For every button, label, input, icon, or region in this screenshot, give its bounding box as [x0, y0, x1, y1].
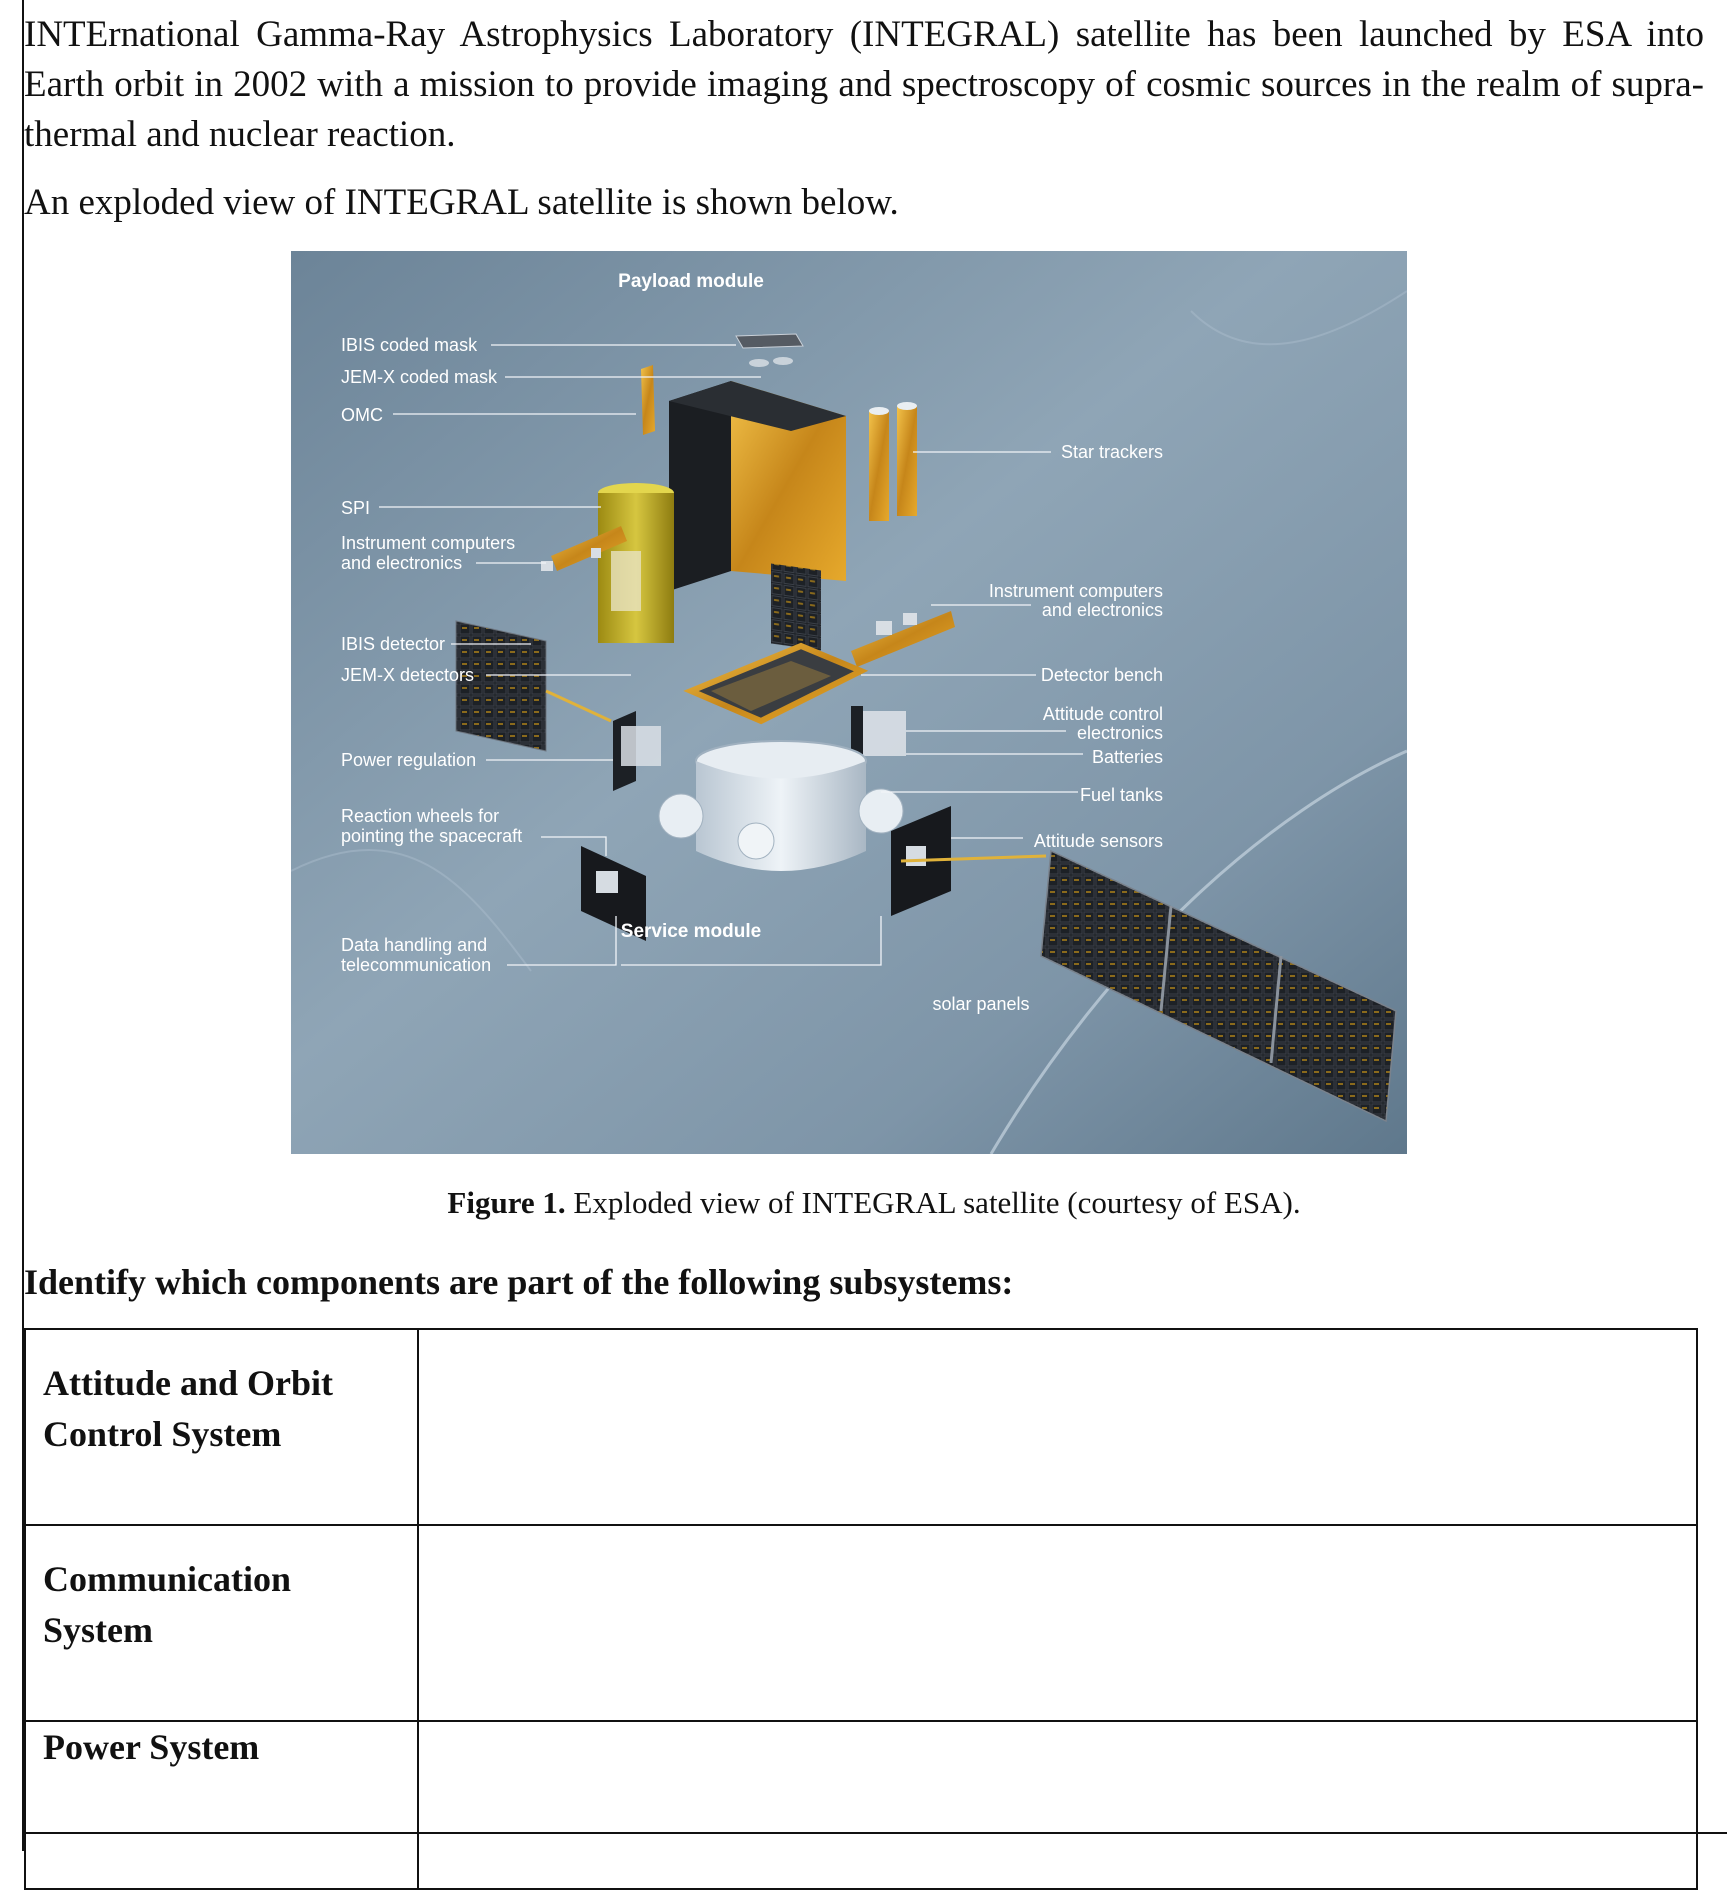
- figure-caption: [24, 1183, 1724, 1223]
- label-attitude-sensors: Attitude sensors: [1033, 831, 1163, 851]
- label-spi: SPI: [341, 498, 371, 518]
- row-label-aocs: [25, 1329, 418, 1525]
- row-label-line: Power System: [43, 1727, 260, 1767]
- satellite-figure: [291, 251, 1407, 1154]
- label-batteries: Batteries: [1091, 747, 1163, 767]
- table-row: [25, 1525, 1697, 1721]
- label-detector-bench: Detector bench: [1040, 665, 1163, 685]
- label-reaction-wheels-2: pointing the spacecraft: [341, 826, 523, 846]
- spi-shape: [598, 483, 674, 643]
- row-label-line: Attitude and Orbit: [43, 1363, 334, 1403]
- table-row: [25, 1721, 1697, 1889]
- row-label-line: System: [43, 1610, 153, 1650]
- label-star-trackers: Star trackers: [1060, 442, 1163, 462]
- answer-cell-aocs[interactable]: [418, 1329, 1697, 1525]
- answer-cell-power[interactable]: [418, 1721, 1697, 1889]
- label-ibis-detector: IBIS detector: [341, 634, 446, 654]
- label-omc: OMC: [341, 405, 383, 425]
- ibis-coded-mask-shape: [736, 334, 803, 348]
- bottom-page-rule: [22, 1832, 1727, 1834]
- caption-text: Exploded view of INTEGRAL satellite (courtesy of ESA).: [565, 1185, 1301, 1220]
- row-label-line: Communication: [43, 1559, 292, 1599]
- table-row: [25, 1329, 1697, 1525]
- subsystems-table: [24, 1328, 1698, 1890]
- label-instrument-computers-right-1: Instrument computers: [988, 581, 1163, 601]
- label-instrument-computers-right-2: and electronics: [1041, 600, 1163, 620]
- label-data-handling-1: Data handling and: [341, 935, 488, 955]
- document-page: [24, 10, 1704, 1767]
- label-data-handling-2: telecommunication: [341, 955, 492, 975]
- row-label-power: [25, 1721, 418, 1889]
- label-solar-panels: solar panels: [932, 994, 1030, 1014]
- row-label-line: Control System: [43, 1414, 282, 1454]
- label-instrument-computers-left-2: and electronics: [341, 553, 463, 573]
- question-prompt: Identify which components are part of the following subsystems:: [24, 1262, 1014, 1302]
- caption-figure-number: Figure 1.: [447, 1185, 566, 1220]
- omc-shape: [641, 365, 655, 435]
- label-jemx-detectors: JEM-X detectors: [341, 665, 475, 685]
- label-ibis-coded-mask: IBIS coded mask: [341, 335, 478, 355]
- label-attitude-control-1: Attitude control: [1042, 704, 1163, 724]
- label-service-module: Service module: [620, 921, 762, 942]
- row-label-communication: [25, 1525, 418, 1721]
- label-power-regulation: Power regulation: [341, 750, 477, 770]
- answer-cell-communication[interactable]: [418, 1525, 1697, 1721]
- label-instrument-computers-left-1: Instrument computers: [341, 533, 516, 553]
- label-payload-module: Payload module: [618, 271, 764, 292]
- exploded-view-illustration: [291, 251, 1407, 1154]
- label-attitude-control-2: electronics: [1076, 723, 1163, 743]
- intro-paragraph: INTErnational Gamma-Ray Astrophysics Laboratory (INTEGRAL) satellite has been launched by ESA into Earth orbit in 2002 with a mission to provide imaging and spectroscopy of cosmic sources in the realm of supra-thermal and nuclear reaction.: [24, 14, 1704, 155]
- label-jemx-coded-mask: JEM-X coded mask: [341, 367, 498, 387]
- label-fuel-tanks: Fuel tanks: [1079, 785, 1163, 805]
- label-reaction-wheels-1: Reaction wheels for: [341, 806, 500, 826]
- lead-sentence: An exploded view of INTEGRAL satellite is shown below.: [24, 182, 899, 223]
